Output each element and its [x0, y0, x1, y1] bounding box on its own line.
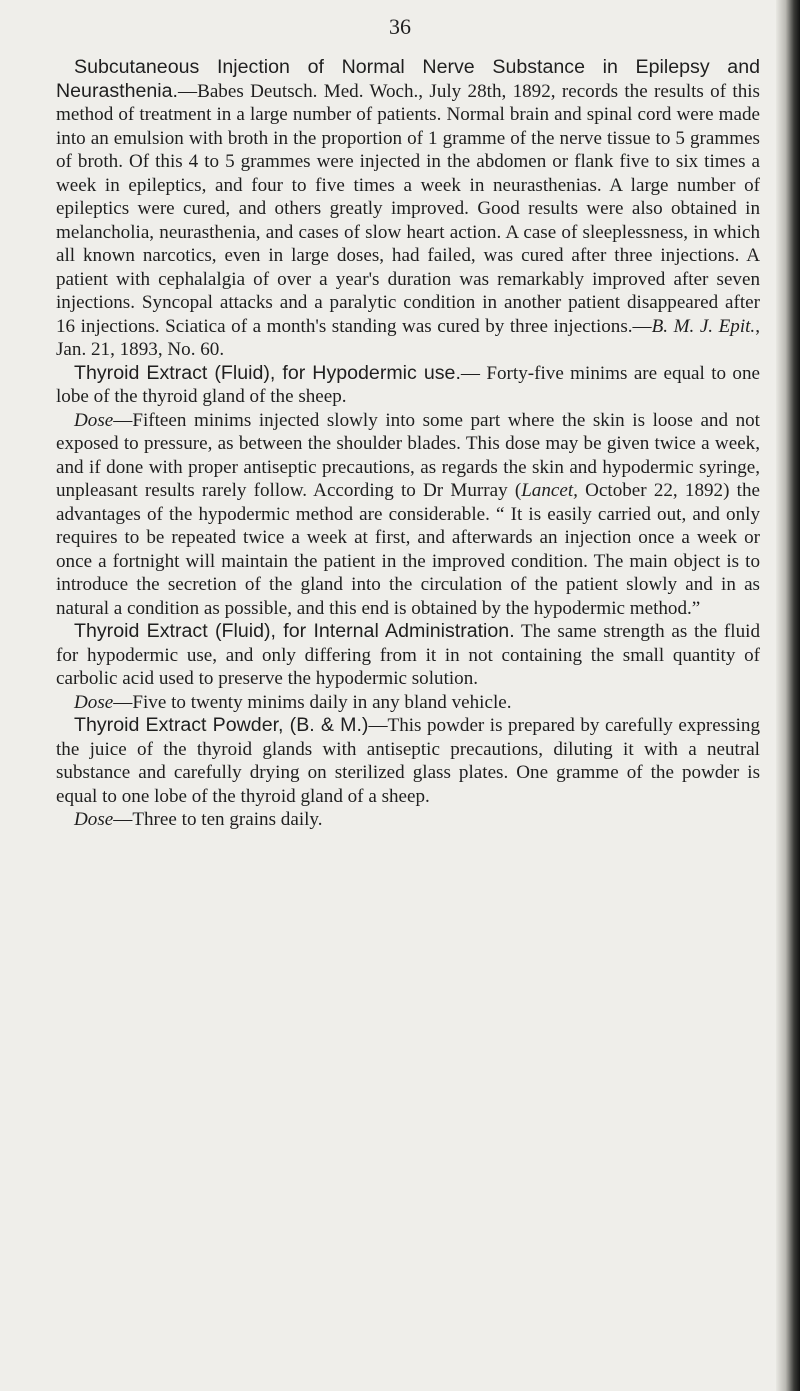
- section-heading: Thyroid Extract (Fluid), for Hypodermic use.: [74, 361, 461, 384]
- paragraph-thyroid-internal: [56, 620, 760, 691]
- page-content: [56, 56, 760, 832]
- paragraph-thyroid-powder: [56, 714, 760, 808]
- paragraph-text: —Five to twenty minims daily in any bland vehicle.: [113, 691, 512, 713]
- paragraph-text: October 22, 1892) the advantages of the hypodermic method are considerable. “ It is easily carried out, and only requires to be repeated twice a week at first, and afterwards an injection once a week or once a fortnight will maintain the patient in the improved condition. The main object is to introduce the secretion of the gland into the circulation of the patient slowly and in as natural a condition as possible, and this end is obtained by the hypodermic method.”: [56, 480, 760, 619]
- paragraph-text: —Babes Deutsch. Med. Woch., July 28th, 1892, records the results of this method of treatment in a large number of patients. Normal brain and spinal cord were made into an emulsion with broth in the proportion of 1 gramme of the nerve tissue to 5 grammes of broth. Of this 4 to 5 grammes were injected in the abdomen or flank five to six times a week in epileptics, and four to five times a week in neurasthenias. A large number of epileptics were cured, and others greatly improved. Good results were also obtained in melancholia, neurasthenia, and cases of slow heart action. A case of sleeplessness, in which all known narcotics, even in large doses, had failed, was cured after three injections. A patient with cephalalgia of over a year's duration was remarkably improved after seven injections. Syncopal attacks and a paralytic condition in another patient disappeared after 16 injections. Sciatica of a month's standing was cured by three injections.—: [56, 80, 760, 337]
- page-number: 36: [389, 14, 411, 39]
- dose-label: Dose: [74, 691, 114, 713]
- citation-details: , Jan. 21, 1893, No. 60.: [56, 315, 760, 360]
- paragraph-text: —This powder is prepared by carefully expressing the juice of the thyroid glands with antiseptic precautions, diluting it with a neutral substance and carefully drying on sterilized glass plates. One gramme of the powder is equal to one lobe of the thyroid gland of a sheep.: [56, 715, 760, 807]
- paragraph-thyroid-hypodermic: [56, 362, 760, 409]
- paragraph-dose-internal: [56, 691, 760, 715]
- paragraph-dose-powder: [56, 808, 760, 832]
- paragraph-dose-hypodermic: [56, 409, 760, 621]
- section-heading: Thyroid Extract (Fluid), for Internal Administration.: [74, 620, 515, 642]
- section-heading: Subcutaneous Injection of Normal Nerve Substance in Epilepsy and Neurasthenia.: [56, 56, 760, 102]
- paragraph-nerve-substance: [56, 56, 760, 362]
- citation: B. M. J. Epit.: [651, 315, 756, 337]
- paragraph-text: —Three to ten grains daily.: [113, 809, 323, 830]
- journal-reference: Lancet,: [521, 480, 578, 501]
- scan-edge: [776, 0, 800, 1391]
- paragraph-text: — Forty-five minims are equal to one lobe of the thyroid gland of the sheep.: [56, 362, 760, 407]
- paragraph-text: —Fifteen minims injected slowly into some part where the skin is loose and not exposed to pressure, as between the shoulder blades. This dose may be given twice a week, and if done with proper antiseptic precautions, as regards the skin and hypodermic syringe, unpleasant results rarely follow. According to Dr Murray (: [56, 409, 760, 501]
- paragraph-text: The same strength as the fluid for hypodermic use, and only differing from it in not containing the small quantity of carbolic acid used to preserve the hypodermic solution.: [56, 621, 760, 689]
- dose-label: Dose: [74, 409, 114, 431]
- dose-label: Dose: [74, 809, 114, 830]
- section-heading: Thyroid Extract Powder, (B. & M.): [74, 714, 369, 736]
